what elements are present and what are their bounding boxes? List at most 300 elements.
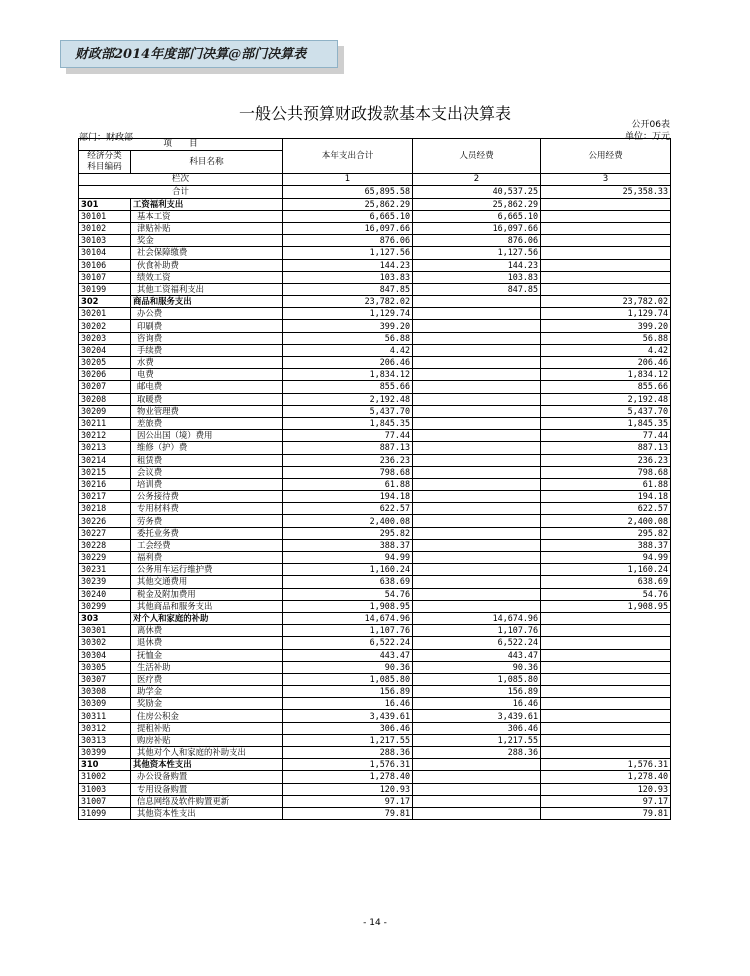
row-name: 专用材料费	[131, 503, 283, 515]
table-row	[79, 637, 671, 649]
row-code: 31002	[79, 771, 131, 783]
row-public: 1,834.12	[541, 369, 671, 381]
row-personnel	[413, 478, 541, 490]
row-personnel: 156.89	[413, 686, 541, 698]
row-total: 1,845.35	[283, 417, 413, 429]
row-total: 56.88	[283, 332, 413, 344]
row-name: 其他商品和服务支出	[131, 600, 283, 612]
row-name: 培训费	[131, 478, 283, 490]
department-label: 部门：财政部	[79, 133, 134, 143]
total-row	[79, 186, 671, 198]
table-row	[79, 722, 671, 734]
row-code: 30205	[79, 357, 131, 369]
table-row	[79, 698, 671, 710]
row-personnel: 1,127.56	[413, 247, 541, 259]
row-name: 工资福利支出	[131, 198, 283, 210]
table-row	[79, 612, 671, 624]
row-public	[541, 271, 671, 283]
row-total: 1,217.55	[283, 734, 413, 746]
row-code: 30312	[79, 722, 131, 734]
row-name: 会议费	[131, 466, 283, 478]
row-name: 其他交通费用	[131, 576, 283, 588]
row-code: 30302	[79, 637, 131, 649]
row-personnel	[413, 527, 541, 539]
row-public: 295.82	[541, 527, 671, 539]
row-personnel	[413, 515, 541, 527]
row-code: 301	[79, 198, 131, 210]
row-personnel: 14,674.96	[413, 612, 541, 624]
row-public	[541, 625, 671, 637]
row-total: 5,437.70	[283, 405, 413, 417]
row-code: 30217	[79, 491, 131, 503]
table-row	[79, 259, 671, 271]
row-total: 3,439.61	[283, 710, 413, 722]
row-total: 94.99	[283, 552, 413, 564]
table-row	[79, 515, 671, 527]
row-name: 其他资本性支出	[131, 759, 283, 771]
row-personnel	[413, 308, 541, 320]
row-total: 16.46	[283, 698, 413, 710]
table-row	[79, 783, 671, 795]
table-row	[79, 198, 671, 210]
row-code: 30216	[79, 478, 131, 490]
row-total: 1,908.95	[283, 600, 413, 612]
total-public: 25,358.33	[541, 186, 671, 198]
table-row	[79, 393, 671, 405]
row-total: 6,522.24	[283, 637, 413, 649]
row-public: 236.23	[541, 454, 671, 466]
row-code: 310	[79, 759, 131, 771]
table-row	[79, 576, 671, 588]
row-name: 劳务费	[131, 515, 283, 527]
row-name: 印刷费	[131, 320, 283, 332]
row-total: 77.44	[283, 430, 413, 442]
row-name: 维修（护）费	[131, 442, 283, 454]
row-personnel	[413, 466, 541, 478]
row-personnel	[413, 588, 541, 600]
row-name: 提租补贴	[131, 722, 283, 734]
row-personnel: 306.46	[413, 722, 541, 734]
row-code: 30307	[79, 673, 131, 685]
row-public: 61.88	[541, 478, 671, 490]
row-code: 30208	[79, 393, 131, 405]
row-public: 887.13	[541, 442, 671, 454]
table-row	[79, 649, 671, 661]
row-name: 基本工资	[131, 210, 283, 222]
row-personnel	[413, 759, 541, 771]
row-public	[541, 247, 671, 259]
row-name: 电费	[131, 369, 283, 381]
table-row	[79, 210, 671, 222]
row-name: 工会经费	[131, 539, 283, 551]
header-public: 公用经费	[541, 139, 671, 174]
row-personnel: 6,665.10	[413, 210, 541, 222]
row-total: 25,862.29	[283, 198, 413, 210]
row-name: 津贴补贴	[131, 222, 283, 234]
row-code: 30199	[79, 283, 131, 295]
table-row	[79, 283, 671, 295]
row-personnel	[413, 795, 541, 807]
lanci-label: 栏次	[79, 174, 283, 186]
row-name: 委托业务费	[131, 527, 283, 539]
row-public	[541, 686, 671, 698]
row-code: 30226	[79, 515, 131, 527]
row-code: 30204	[79, 344, 131, 356]
row-code: 30203	[79, 332, 131, 344]
row-code: 30207	[79, 381, 131, 393]
row-public	[541, 222, 671, 234]
table-row	[79, 625, 671, 637]
row-personnel: 876.06	[413, 235, 541, 247]
table-row	[79, 771, 671, 783]
form-number: 公开06表	[631, 120, 670, 130]
row-public: 120.93	[541, 783, 671, 795]
row-name: 办公费	[131, 308, 283, 320]
row-public: 798.68	[541, 466, 671, 478]
row-public: 79.81	[541, 807, 671, 819]
row-public	[541, 198, 671, 210]
table-row	[79, 747, 671, 759]
row-total: 144.23	[283, 259, 413, 271]
row-name: 水费	[131, 357, 283, 369]
table-row	[79, 686, 671, 698]
row-personnel: 103.83	[413, 271, 541, 283]
row-code: 30239	[79, 576, 131, 588]
row-code: 30228	[79, 539, 131, 551]
row-public: 94.99	[541, 552, 671, 564]
table-row	[79, 442, 671, 454]
row-total: 847.85	[283, 283, 413, 295]
row-total: 79.81	[283, 807, 413, 819]
row-total: 876.06	[283, 235, 413, 247]
row-personnel	[413, 381, 541, 393]
row-code: 30212	[79, 430, 131, 442]
row-total: 6,665.10	[283, 210, 413, 222]
table-row	[79, 795, 671, 807]
row-total: 295.82	[283, 527, 413, 539]
table-row	[79, 503, 671, 515]
row-personnel: 3,439.61	[413, 710, 541, 722]
row-code: 30299	[79, 600, 131, 612]
row-name: 奖金	[131, 235, 283, 247]
table-row	[79, 296, 671, 308]
row-public	[541, 734, 671, 746]
row-personnel: 16,097.66	[413, 222, 541, 234]
table-row	[79, 271, 671, 283]
row-public: 54.76	[541, 588, 671, 600]
table-row	[79, 807, 671, 819]
row-total: 1,127.56	[283, 247, 413, 259]
row-code: 30101	[79, 210, 131, 222]
row-name: 离休费	[131, 625, 283, 637]
row-personnel	[413, 564, 541, 576]
row-public: 1,278.40	[541, 771, 671, 783]
row-total: 23,782.02	[283, 296, 413, 308]
row-public	[541, 673, 671, 685]
table-row	[79, 588, 671, 600]
row-name: 信息网络及软件购置更新	[131, 795, 283, 807]
row-name: 手续费	[131, 344, 283, 356]
row-total: 306.46	[283, 722, 413, 734]
table-row	[79, 600, 671, 612]
table-row	[79, 332, 671, 344]
page-number: - 14 -	[363, 918, 387, 928]
row-name: 对个人和家庭的补助	[131, 612, 283, 624]
row-personnel	[413, 320, 541, 332]
table-row	[79, 369, 671, 381]
row-code: 30227	[79, 527, 131, 539]
row-name: 其他资本性支出	[131, 807, 283, 819]
row-code: 30209	[79, 405, 131, 417]
table-row	[79, 308, 671, 320]
row-code: 31007	[79, 795, 131, 807]
lanci-row	[79, 174, 671, 186]
row-code: 30218	[79, 503, 131, 515]
row-public: 206.46	[541, 357, 671, 369]
table-row	[79, 564, 671, 576]
row-personnel	[413, 503, 541, 515]
row-public: 622.57	[541, 503, 671, 515]
row-public: 97.17	[541, 795, 671, 807]
row-name: 住房公积金	[131, 710, 283, 722]
table-row	[79, 417, 671, 429]
row-code: 30308	[79, 686, 131, 698]
row-public: 855.66	[541, 381, 671, 393]
row-public: 1,845.35	[541, 417, 671, 429]
table-row	[79, 454, 671, 466]
row-public	[541, 661, 671, 673]
row-total: 236.23	[283, 454, 413, 466]
total-personnel: 40,537.25	[413, 186, 541, 198]
row-public: 2,400.08	[541, 515, 671, 527]
row-total: 1,129.74	[283, 308, 413, 320]
row-code: 30311	[79, 710, 131, 722]
table-row	[79, 405, 671, 417]
row-name: 退休费	[131, 637, 283, 649]
row-personnel	[413, 539, 541, 551]
table-row	[79, 478, 671, 490]
row-code: 30106	[79, 259, 131, 271]
row-name: 医疗费	[131, 673, 283, 685]
row-total: 887.13	[283, 442, 413, 454]
table-row	[79, 759, 671, 771]
row-code: 30107	[79, 271, 131, 283]
row-name: 物业管理费	[131, 405, 283, 417]
row-code: 30104	[79, 247, 131, 259]
row-name: 抚恤金	[131, 649, 283, 661]
row-public	[541, 747, 671, 759]
row-total: 1,160.24	[283, 564, 413, 576]
row-code: 303	[79, 612, 131, 624]
row-code: 30301	[79, 625, 131, 637]
row-total: 97.17	[283, 795, 413, 807]
row-total: 2,192.48	[283, 393, 413, 405]
row-name: 公务用车运行维护费	[131, 564, 283, 576]
row-public: 77.44	[541, 430, 671, 442]
row-code: 30214	[79, 454, 131, 466]
row-personnel: 288.36	[413, 747, 541, 759]
row-personnel: 6,522.24	[413, 637, 541, 649]
row-name: 伙食补助费	[131, 259, 283, 271]
row-name: 助学金	[131, 686, 283, 698]
row-personnel	[413, 600, 541, 612]
row-public: 1,908.95	[541, 600, 671, 612]
row-code: 30229	[79, 552, 131, 564]
row-public: 2,192.48	[541, 393, 671, 405]
table-row	[79, 357, 671, 369]
table-row	[79, 381, 671, 393]
row-total: 16,097.66	[283, 222, 413, 234]
row-public	[541, 698, 671, 710]
row-name: 邮电费	[131, 381, 283, 393]
row-total: 14,674.96	[283, 612, 413, 624]
row-personnel: 1,217.55	[413, 734, 541, 746]
header-total: 本年支出合计	[283, 139, 413, 174]
row-name: 专用设备购置	[131, 783, 283, 795]
row-name: 办公设备购置	[131, 771, 283, 783]
row-personnel	[413, 417, 541, 429]
row-name: 取暖费	[131, 393, 283, 405]
row-personnel	[413, 552, 541, 564]
banner-text: 财政部2014年度部门决算@部门决算表	[60, 40, 338, 68]
row-total: 1,834.12	[283, 369, 413, 381]
row-public	[541, 259, 671, 271]
table-row	[79, 661, 671, 673]
row-code: 30305	[79, 661, 131, 673]
row-code: 30313	[79, 734, 131, 746]
row-name: 其他对个人和家庭的补助支出	[131, 747, 283, 759]
table-row	[79, 222, 671, 234]
row-total: 798.68	[283, 466, 413, 478]
row-total: 1,107.76	[283, 625, 413, 637]
row-code: 31003	[79, 783, 131, 795]
row-total: 622.57	[283, 503, 413, 515]
row-total: 120.93	[283, 783, 413, 795]
table-row	[79, 491, 671, 503]
row-name: 社会保障缴费	[131, 247, 283, 259]
total-label: 合计	[79, 186, 283, 198]
row-total: 288.36	[283, 747, 413, 759]
row-name: 因公出国（境）费用	[131, 430, 283, 442]
row-code: 302	[79, 296, 131, 308]
row-personnel: 1,085.80	[413, 673, 541, 685]
row-public	[541, 649, 671, 661]
row-personnel	[413, 454, 541, 466]
row-personnel	[413, 296, 541, 308]
row-total: 4.42	[283, 344, 413, 356]
row-code: 30202	[79, 320, 131, 332]
row-personnel	[413, 369, 541, 381]
row-total: 2,400.08	[283, 515, 413, 527]
row-code: 30201	[79, 308, 131, 320]
header-personnel: 人员经费	[413, 139, 541, 174]
row-total: 54.76	[283, 588, 413, 600]
row-personnel: 847.85	[413, 283, 541, 295]
row-personnel	[413, 393, 541, 405]
lanci-1: 1	[283, 174, 413, 186]
table-row	[79, 466, 671, 478]
row-public: 399.20	[541, 320, 671, 332]
row-code: 30399	[79, 747, 131, 759]
row-total: 103.83	[283, 271, 413, 283]
row-code: 30211	[79, 417, 131, 429]
row-name: 差旅费	[131, 417, 283, 429]
row-personnel	[413, 430, 541, 442]
row-total: 1,085.80	[283, 673, 413, 685]
row-total: 194.18	[283, 491, 413, 503]
header-item: 项 目	[79, 139, 283, 151]
row-public	[541, 722, 671, 734]
unit-label: 单位：万元	[624, 132, 670, 142]
row-name: 租赁费	[131, 454, 283, 466]
row-personnel: 25,862.29	[413, 198, 541, 210]
row-code: 30206	[79, 369, 131, 381]
table-row	[79, 673, 671, 685]
row-personnel	[413, 491, 541, 503]
row-total: 855.66	[283, 381, 413, 393]
row-total: 1,576.31	[283, 759, 413, 771]
row-name: 福利费	[131, 552, 283, 564]
row-total: 443.47	[283, 649, 413, 661]
row-code: 30213	[79, 442, 131, 454]
row-total: 388.37	[283, 539, 413, 551]
row-name: 商品和服务支出	[131, 296, 283, 308]
report-banner	[60, 40, 344, 74]
row-code: 30215	[79, 466, 131, 478]
table-row	[79, 527, 671, 539]
row-personnel: 16.46	[413, 698, 541, 710]
table-row	[79, 710, 671, 722]
row-personnel: 443.47	[413, 649, 541, 661]
row-name: 绩效工资	[131, 271, 283, 283]
row-public	[541, 283, 671, 295]
table-row	[79, 734, 671, 746]
row-personnel	[413, 807, 541, 819]
row-name: 生活补助	[131, 661, 283, 673]
row-name: 咨询费	[131, 332, 283, 344]
row-personnel	[413, 344, 541, 356]
row-public: 194.18	[541, 491, 671, 503]
row-name: 购房补贴	[131, 734, 283, 746]
table-row	[79, 320, 671, 332]
row-personnel	[413, 771, 541, 783]
row-public	[541, 637, 671, 649]
row-code: 30102	[79, 222, 131, 234]
row-public	[541, 710, 671, 722]
row-public: 1,576.31	[541, 759, 671, 771]
row-name: 税金及附加费用	[131, 588, 283, 600]
header-subject-name: 科目名称	[131, 151, 283, 174]
page-title: 一般公共预算财政拨款基本支出决算表	[238, 104, 511, 123]
row-public	[541, 612, 671, 624]
row-personnel: 144.23	[413, 259, 541, 271]
row-code: 30231	[79, 564, 131, 576]
row-personnel	[413, 405, 541, 417]
table-row	[79, 552, 671, 564]
row-code: 30103	[79, 235, 131, 247]
row-total: 90.36	[283, 661, 413, 673]
row-total: 399.20	[283, 320, 413, 332]
row-public	[541, 235, 671, 247]
row-public: 1,160.24	[541, 564, 671, 576]
row-public: 388.37	[541, 539, 671, 551]
expenditure-table	[78, 138, 671, 820]
header-row-item	[79, 139, 671, 151]
row-total: 156.89	[283, 686, 413, 698]
row-code: 30309	[79, 698, 131, 710]
row-public: 56.88	[541, 332, 671, 344]
row-personnel	[413, 783, 541, 795]
